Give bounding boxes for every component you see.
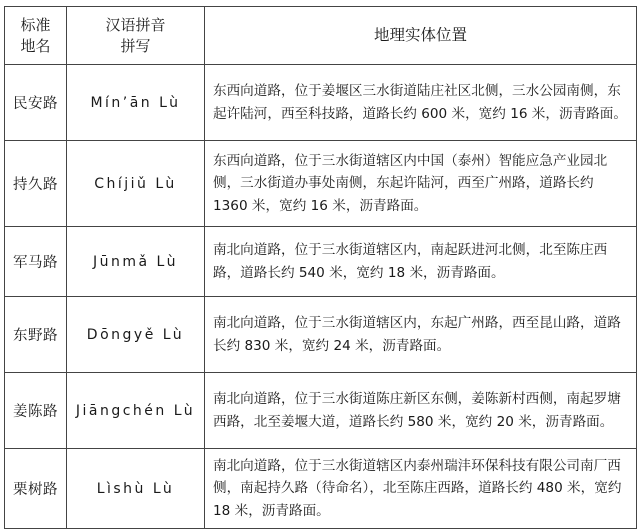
road-name: 持久路 [5,141,67,227]
road-pinyin: Dōngyě Lù [67,297,205,373]
road-pinyin: Jiāngchén Lù [67,373,205,449]
table-row [5,373,637,449]
road-location: 东西向道路，位于三水街道辖区内中国（泰州）智能应急产业园北侧，三水街道办事处南侧，东起许陆河，西至广州路，道路长约 1360 米，宽约 16 米，沥青路面。 [205,141,637,227]
header-pinyin [67,7,205,65]
road-name: 民安路 [5,65,67,141]
road-pinyin: Jūnmǎ Lù [67,227,205,297]
road-location: 南北向道路，位于三水街道辖区内，东起广州路，西至昆山路，道路长约 830 米，宽约 24 米，沥青路面。 [205,297,637,373]
header-pinyin-line1: 汉语拼音 [105,15,166,34]
table-row [5,449,637,529]
road-location: 南北向道路，位于三水街道辖区内，南起跃进河北侧，北至陈庄西路，道路长约 540 米，宽约 18 米，沥青路面。 [205,227,637,297]
header-standard-name-line1: 标准 [20,15,51,34]
table-row [5,297,637,373]
table-row [5,65,637,141]
road-pinyin: Mín’ān Lù [67,65,205,141]
road-name: 栗树路 [5,449,67,529]
road-pinyin: Lìshù Lù [67,449,205,529]
road-name: 东野路 [5,297,67,373]
header-standard-name-line2: 地名 [20,36,51,55]
table-row [5,141,637,227]
road-location: 南北向道路，位于三水街道辖区内泰州瑞沣环保科技有限公司南厂西侧，南起持久路（待命名），北至陈庄西路，道路长约 480 米，宽约 18 米，沥青路面。 [205,449,637,529]
road-name: 姜陈路 [5,373,67,449]
header-location: 地理实体位置 [205,7,637,65]
header-standard-name [5,7,67,65]
road-location: 东西向道路，位于姜堰区三水街道陆庄社区北侧，三水公园南侧，东起许陆河，西至科技路，道路长约 600 米，宽约 16 米，沥青路面。 [205,65,637,141]
road-location: 南北向道路，位于三水街道陈庄新区东侧，姜陈新村西侧，南起罗塘西路，北至姜堰大道，道路长约 580 米，宽约 20 米，沥青路面。 [205,373,637,449]
road-names-table [4,6,637,529]
header-pinyin-line2: 拼写 [120,36,151,55]
road-pinyin: Chíjiǔ Lù [67,141,205,227]
table-row [5,227,637,297]
road-name: 军马路 [5,227,67,297]
header-row [5,7,637,65]
